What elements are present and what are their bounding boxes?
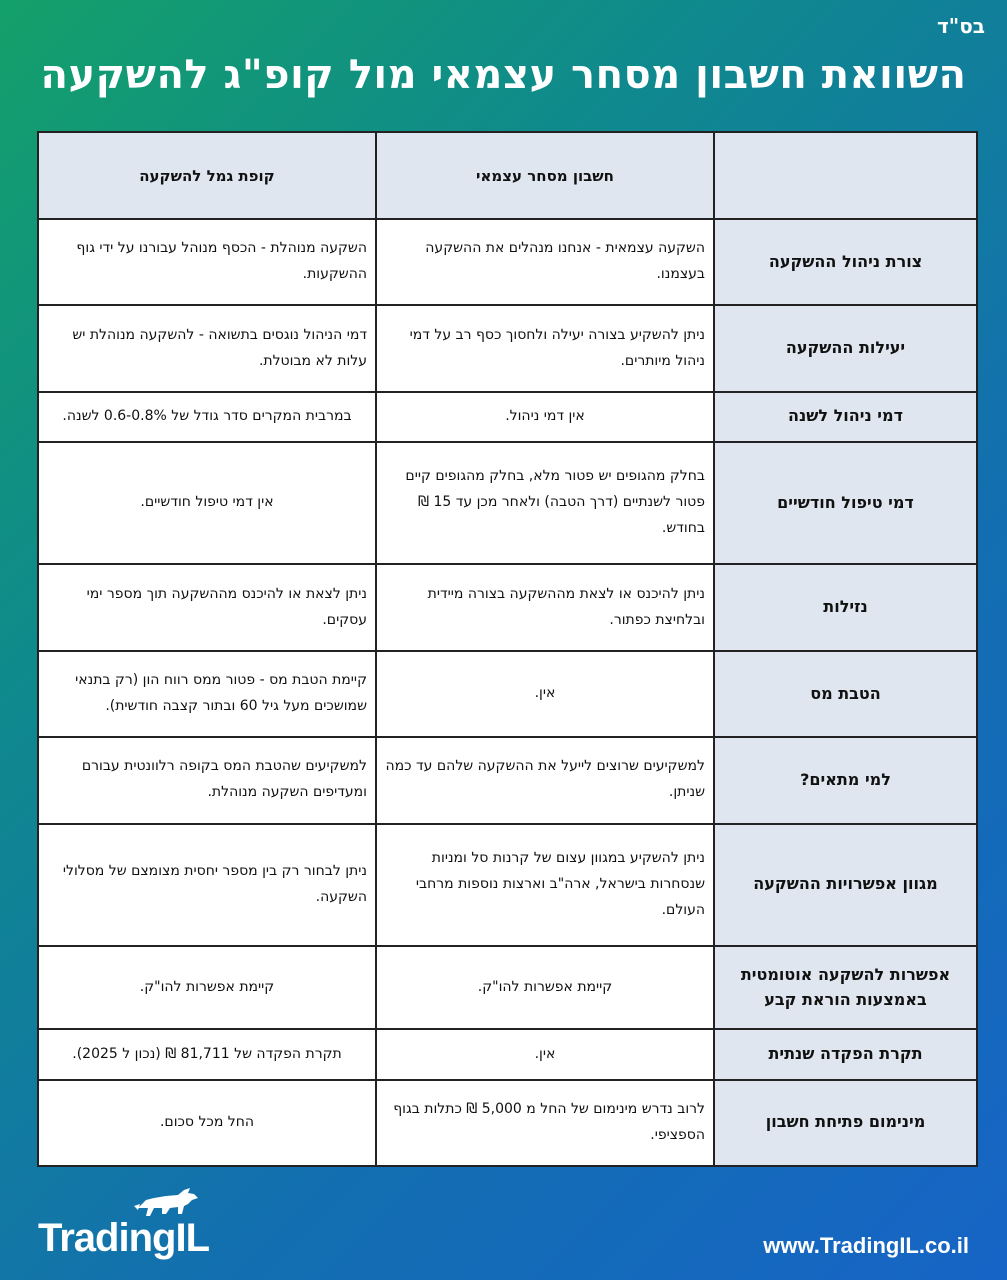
row-label: מינימום פתיחת חשבון — [714, 1080, 977, 1166]
cell-independent: לרוב נדרש מינימום של החל מ 5,000 ₪ כתלות בגוף הספציפי. — [376, 1080, 714, 1166]
table-row — [38, 392, 977, 442]
cell-independent: אין. — [376, 651, 714, 737]
row-label: צורת ניהול ההשקעה — [714, 219, 977, 305]
row-label: למי מתאים? — [714, 737, 977, 823]
table-row — [38, 946, 977, 1029]
cell-fund: החל מכל סכום. — [38, 1080, 376, 1166]
row-label: אפשרות להשקעה אוטומטית באמצעות הוראת קבע — [714, 946, 977, 1029]
cell-fund: תקרת הפקדה של 81,711 ₪ (נכון ל 2025). — [38, 1029, 376, 1079]
website-link[interactable]: www.TradingIL.co.il — [763, 1233, 969, 1258]
header-cell-independent: חשבון מסחר עצמאי — [376, 132, 714, 219]
table-row — [38, 219, 977, 305]
row-label: נזילות — [714, 564, 977, 650]
row-label: מגוון אפשרויות ההשקעה — [714, 824, 977, 947]
header-cell-empty — [714, 132, 977, 219]
cell-fund: במרבית המקרים סדר גודל של 0.6-0.8% לשנה. — [38, 392, 376, 442]
table-row — [38, 305, 977, 391]
cell-independent: השקעה עצמאית - אנחנו מנהלים את ההשקעה בעצמנו. — [376, 219, 714, 305]
cell-independent: ניתן להשקיע במגוון עצום של קרנות סל ומניות שנסחרות בישראל, ארה"ב וארצות נוספות מרחבי העולם. — [376, 824, 714, 947]
row-label: תקרת הפקדה שנתית — [714, 1029, 977, 1079]
cell-fund: דמי הניהול נוגסים בתשואה - להשקעה מנוהלת יש עלות לא מבוטלת. — [38, 305, 376, 391]
table-row — [38, 1029, 977, 1079]
cell-fund: ניתן לבחור רק בין מספר יחסית מצומצם של מסלולי השקעה. — [38, 824, 376, 947]
cell-fund: קיימת הטבת מס - פטור ממס רווח הון (רק בתנאי שמושכים מעל גיל 60 ובתור קצבה חודשית). — [38, 651, 376, 737]
page-title: השוואת חשבון מסחר עצמאי מול קופ"ג להשקעה — [40, 52, 967, 98]
cell-fund: השקעה מנוהלת - הכסף מנוהל עבורנו על ידי גוף ההשקעות. — [38, 219, 376, 305]
table-row — [38, 824, 977, 947]
cell-fund: ניתן לצאת או להיכנס מההשקעה תוך מספר ימי עסקים. — [38, 564, 376, 650]
bsd-mark: בס"ד — [937, 14, 985, 38]
table-row — [38, 442, 977, 565]
table-header-row — [38, 132, 977, 219]
comparison-table — [37, 131, 978, 1167]
cell-independent: קיימת אפשרות להו"ק. — [376, 946, 714, 1029]
cell-independent: אין דמי ניהול. — [376, 392, 714, 442]
cell-independent: למשקיעים שרוצים לייעל את ההשקעה שלהם עד כמה שניתן. — [376, 737, 714, 823]
logo-text: TradingIL — [38, 1216, 209, 1260]
cell-independent: ניתן להיכנס או לצאת מההשקעה בצורה מיידית ובלחיצת כפתור. — [376, 564, 714, 650]
header-cell-fund: קופת גמל להשקעה — [38, 132, 376, 219]
cell-independent: אין. — [376, 1029, 714, 1079]
table-row — [38, 1080, 977, 1166]
cell-fund: אין דמי טיפול חודשיים. — [38, 442, 376, 565]
cell-independent: בחלק מהגופים יש פטור מלא, בחלק מהגופים קיים פטור לשנתיים (דרך הטבה) ולאחר מכן עד 15 ₪ בחודש. — [376, 442, 714, 565]
table-row — [38, 564, 977, 650]
row-label: דמי טיפול חודשיים — [714, 442, 977, 565]
row-label: הטבת מס — [714, 651, 977, 737]
cell-independent: ניתן להשקיע בצורה יעילה ולחסוך כסף רב על דמי ניהול מיותרים. — [376, 305, 714, 391]
brand-logo[interactable] — [38, 1186, 218, 1266]
row-label: דמי ניהול לשנה — [714, 392, 977, 442]
table-row — [38, 737, 977, 823]
row-label: יעילות ההשקעה — [714, 305, 977, 391]
table-row — [38, 651, 977, 737]
cell-fund: קיימת אפשרות להו"ק. — [38, 946, 376, 1029]
cell-fund: למשקיעים שהטבת המס בקופה רלוונטית עבורם ומעדיפים השקעה מנוהלת. — [38, 737, 376, 823]
